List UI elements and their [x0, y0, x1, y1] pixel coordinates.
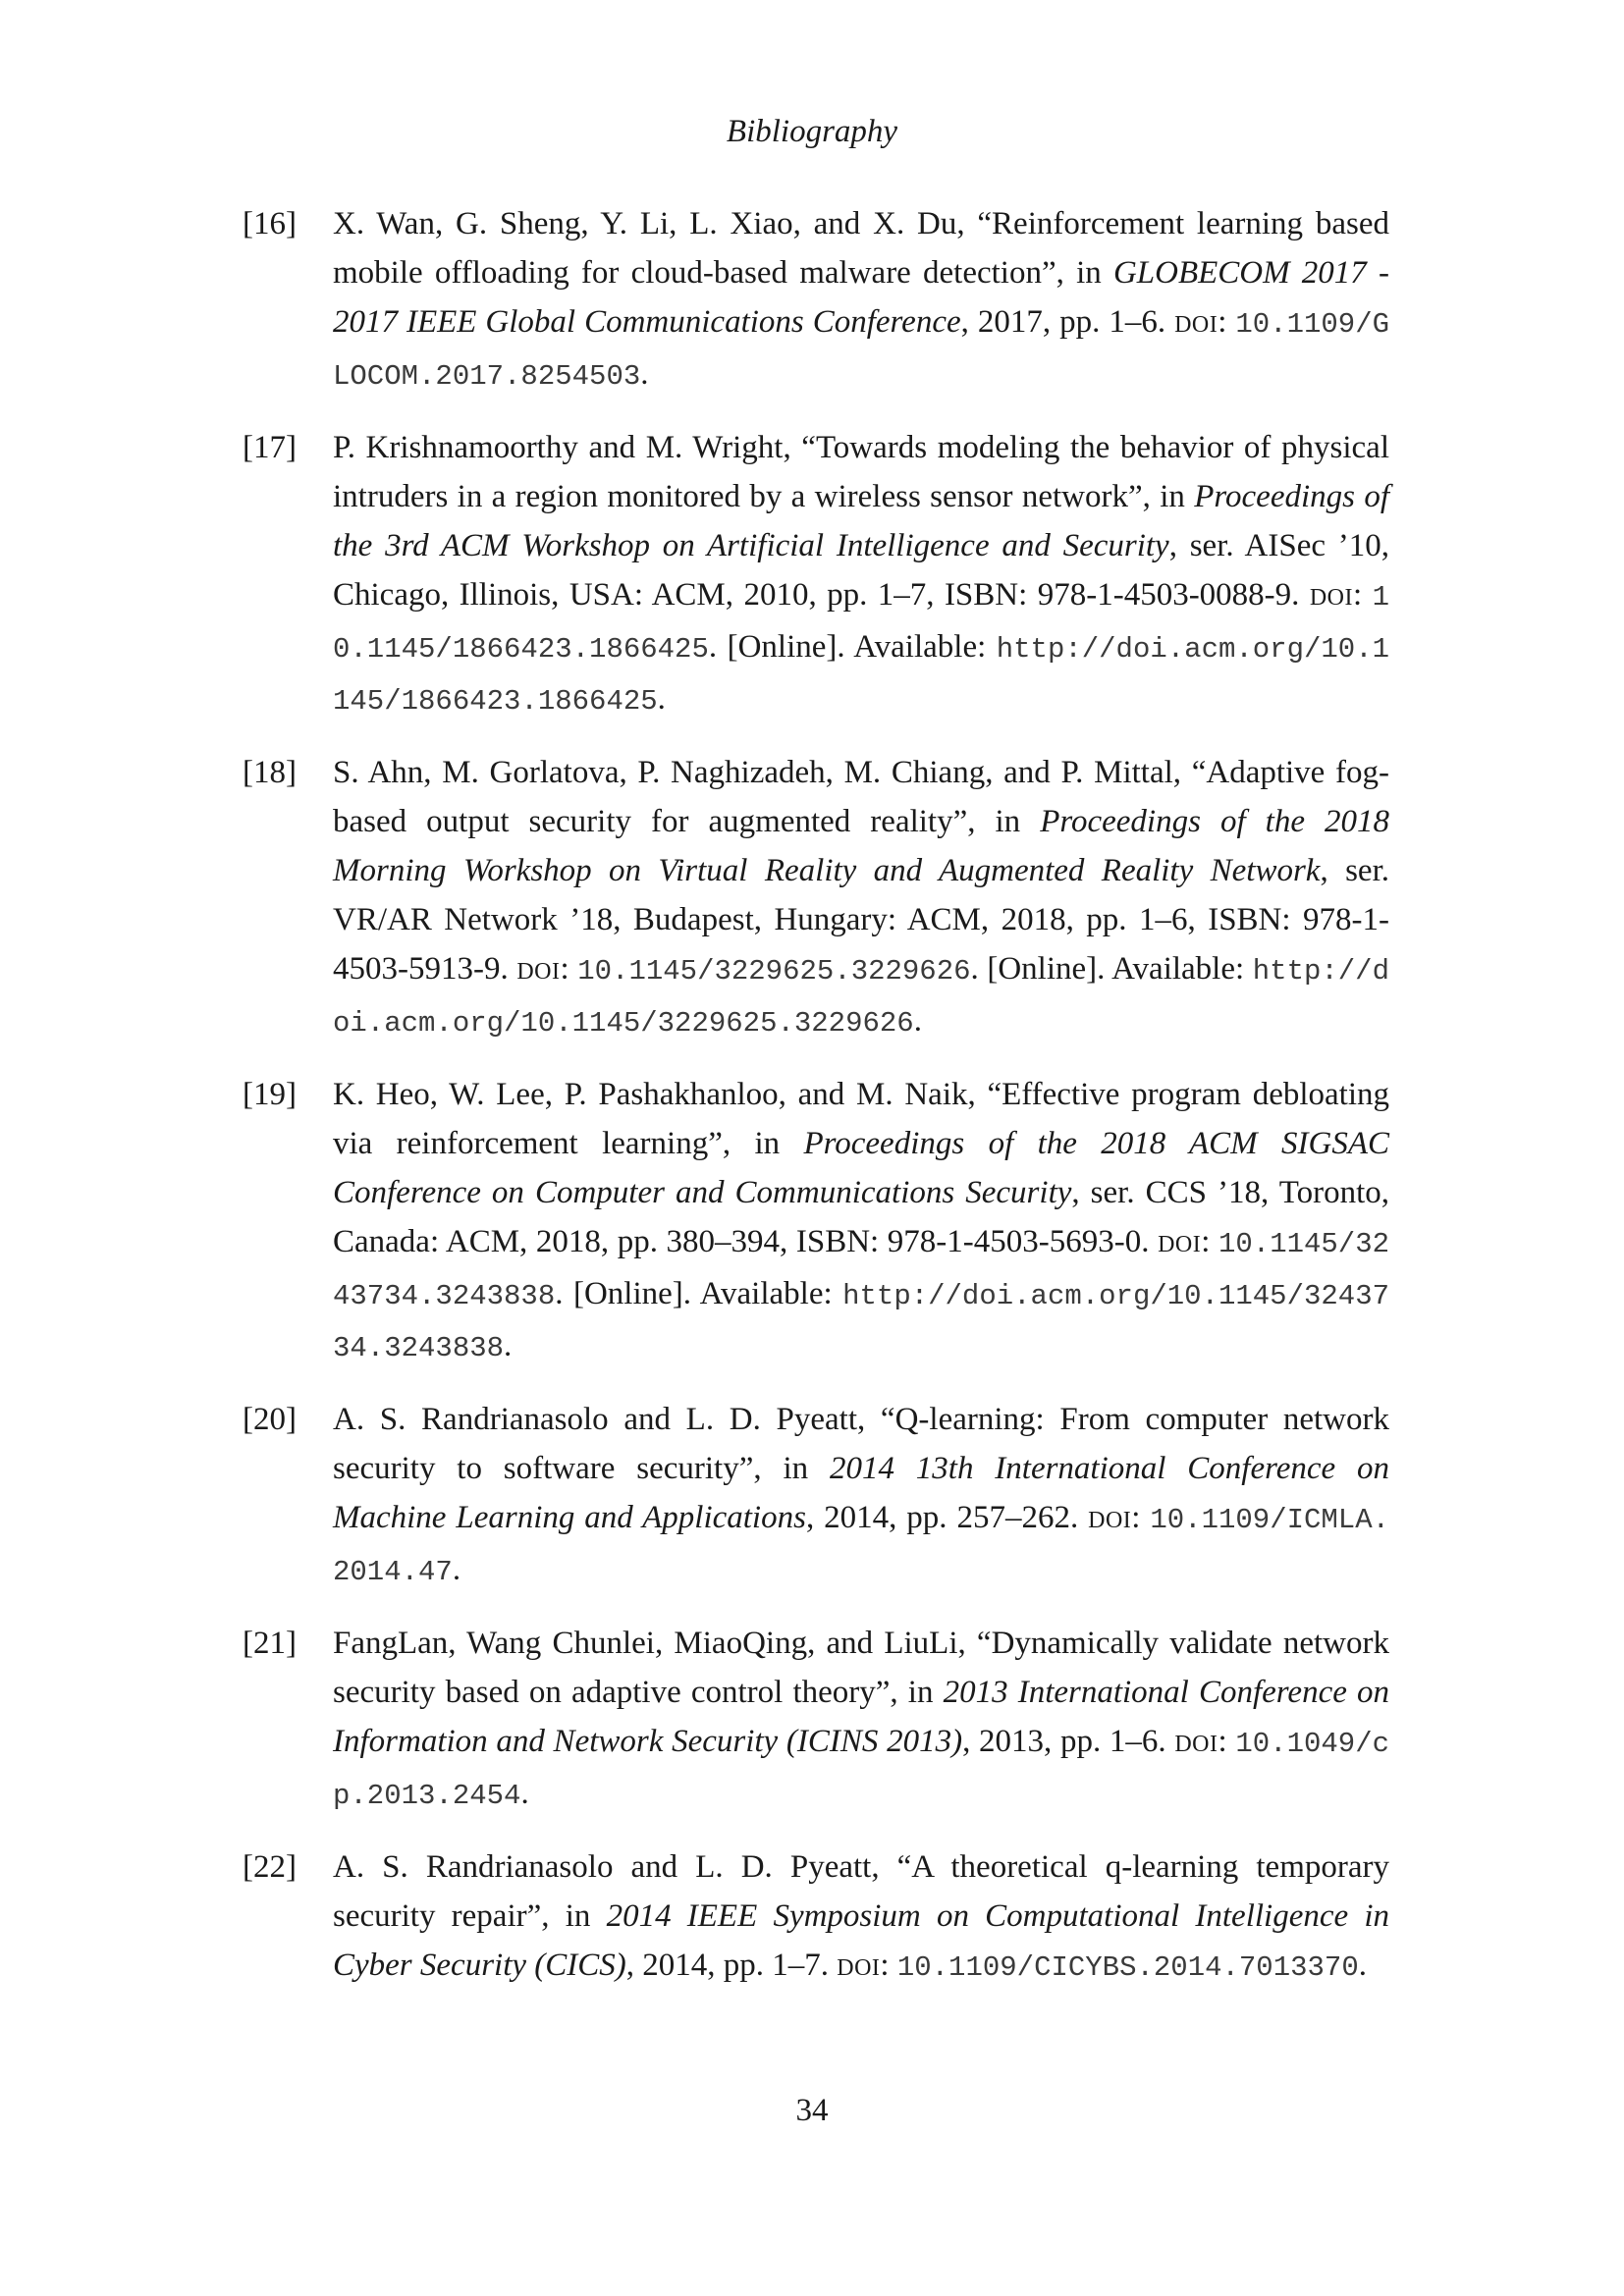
bib-authors-title: FangLan, Wang Chunlei, MiaoQing, and LiuLi, “Dynamically validate network security based on adaptive control theory”, in [333, 1626, 1389, 1710]
doi-link[interactable]: 10.1145/1866423.1866425 [333, 581, 1389, 666]
bib-end: . [913, 1003, 922, 1039]
bib-details: , 2014, pp. 1–7. [625, 1948, 838, 1983]
bib-end: . [520, 1776, 529, 1811]
bib-entry [243, 1395, 1389, 1597]
bib-details: , ser. AISec ’10, Chicago, Illinois, USA: ACM, 2010, pp. 1–7, ISBN: 978-1-4503-0088-9. [333, 528, 1390, 613]
bib-label: [22] [243, 1849, 297, 1885]
bib-venue: Proceedings of the 3rd ACM Workshop on Artificial Intelligence and Security [333, 479, 1389, 563]
doi-label: DOI [1174, 1732, 1218, 1757]
bib-text: A. S. Randrianasolo and L. D. Pyeatt, “Q-learning: From computer network security to software security”, in 2014 13th International Conference on Machine Learning and Applications, 2014, pp. 257–262. DOI: 10.1109/ICMLA.2014.47. [333, 1402, 1390, 1588]
bib-end: . [1358, 1948, 1367, 1983]
bib-authors-title: A. S. Randrianasolo and L. D. Pyeatt, “Q-learning: From computer network security to software security”, in [333, 1402, 1389, 1486]
bib-entry [243, 1619, 1389, 1821]
bib-online: . [Online]. Available: [708, 629, 997, 665]
bib-details: , 2014, pp. 257–262. [805, 1500, 1089, 1535]
bib-online: . [Online]. Available: [555, 1276, 843, 1311]
bib-label: [19] [243, 1077, 297, 1112]
doi-link[interactable]: 10.1109/CICYBS.2014.7013370 [896, 1951, 1359, 1984]
bib-entry [243, 748, 1389, 1048]
url-link[interactable]: http://doi.acm.org/10.1145/3229625.3229626 [333, 955, 1389, 1040]
url-link[interactable]: http://doi.acm.org/10.1145/1866423.1866425 [333, 633, 1389, 718]
doi-link[interactable]: 10.1109/GLOCOM.2017.8254503 [333, 308, 1390, 393]
bib-authors-title: P. Krishnamoorthy and M. Wright, “Towards modeling the behavior of physical intruders in a region monitored by a wireless sensor network”, in [333, 430, 1389, 514]
doi-label: DOI [1158, 1232, 1202, 1257]
bib-text: X. Wan, G. Sheng, Y. Li, L. Xiao, and X. Du, “Reinforcement learning based mobile offloading for cloud-based malware detection”, in GLOBECOM 2017 - 2017 IEEE Global Communications Conference, 2017, pp. 1–6. DOI: 10.1109/GLOCOM.2017.8254503. [333, 206, 1390, 393]
bib-text: A. S. Randrianasolo and L. D. Pyeatt, “A theoretical q-learning temporary security repair”, in 2014 IEEE Symposium on Computational Intelligence in Cyber Security (CICS), 2014, pp. 1–7. DOI: 10.1109/CICYBS.2014.7013370. [333, 1849, 1390, 1984]
running-head: Bibliography [726, 114, 898, 149]
doi-label: DOI [837, 1955, 881, 1981]
bib-venue: 2014 13th International Conference on Machine Learning and Applications [333, 1451, 1389, 1535]
page-number: 34 [795, 2093, 829, 2128]
bib-text: S. Ahn, M. Gorlatova, P. Naghizadeh, M. Chiang, and P. Mittal, “Adaptive fog-based output security for augmented reality”, in Proceedings of the 2018 Morning Workshop on Virtual Reality and Augmented Reality Network, ser. VR/AR Network ’18, Budapest, Hungary: ACM, 2018, pp. 1–6, ISBN: 978-1-4503-5913-9. DOI: 10.1145/3229625.3229626. [Online]. Available: http://doi.acm.org/10.1145/3229625.3229626. [333, 755, 1389, 1040]
bib-authors-title: X. Wan, G. Sheng, Y. Li, L. Xiao, and X. Du, “Reinforcement learning based mobile offloading for cloud-based malware detection”, in [333, 206, 1389, 291]
bib-venue: 2013 International Conference on Information and Network Security (ICINS 2013) [333, 1675, 1389, 1759]
bib-authors-title: S. Ahn, M. Gorlatova, P. Naghizadeh, M. Chiang, and P. Mittal, “Adaptive fog-based output security for augmented reality”, in [333, 755, 1389, 839]
bib-text: P. Krishnamoorthy and M. Wright, “Towards modeling the behavior of physical intruders in a region monitored by a wireless sensor network”, in Proceedings of the 3rd ACM Workshop on Artificial Intelligence and Security, ser. AISec ’10, Chicago, Illinois, USA: ACM, 2010, pp. 1–7, ISBN: 978-1-4503-0088-9. DOI: 10.1145/1866423.1866425. [Online]. Available: http://doi.acm.org/10.1145/1866423.1866425. [333, 430, 1390, 718]
bib-entry [243, 1842, 1389, 1993]
bib-text: K. Heo, W. Lee, P. Pashakhanloo, and M. Naik, “Effective program debloating via reinforcement learning”, in Proceedings of the 2018 ACM SIGSAC Conference on Computer and Communications Security, ser. CCS ’18, Toronto, Canada: ACM, 2018, pp. 380–394, ISBN: 978-1-4503-5693-0. DOI: 10.1145/3243734.3243838. [Online]. Available: http://doi.acm.org/10.1145/3243734.3243838. [333, 1077, 1390, 1364]
bib-venue: Proceedings of the 2018 Morning Workshop on Virtual Reality and Augmented Reality Network [333, 804, 1389, 888]
doi-label: DOI [1309, 585, 1353, 611]
bib-label: [20] [243, 1402, 297, 1437]
bib-details: , 2013, pp. 1–6. [962, 1724, 1175, 1759]
bib-entry [243, 1070, 1389, 1373]
bib-details: , ser. VR/AR Network ’18, Budapest, Hungary: ACM, 2018, pp. 1–6, ISBN: 978-1-4503-5913-9. [333, 853, 1389, 987]
bib-label: [17] [243, 430, 297, 465]
bib-authors-title: A. S. Randrianasolo and L. D. Pyeatt, “A theoretical q-learning temporary security repair”, in [333, 1849, 1389, 1934]
bib-venue: Proceedings of the 2018 ACM SIGSAC Conference on Computer and Communications Security [333, 1126, 1390, 1210]
bib-end: . [657, 681, 666, 717]
bib-details: , ser. CCS ’18, Toronto, Canada: ACM, 2018, pp. 380–394, ISBN: 978-1-4503-5693-0. [333, 1175, 1389, 1259]
doi-label: DOI [1174, 312, 1218, 338]
bibliography-list [243, 199, 1389, 2014]
doi-link[interactable]: 10.1145/3229625.3229626 [577, 955, 971, 988]
bib-label: [16] [243, 206, 297, 241]
bib-label: [21] [243, 1626, 297, 1661]
url-link[interactable]: http://doi.acm.org/10.1145/3243734.3243838 [333, 1280, 1389, 1364]
bib-online: . [Online]. Available: [970, 951, 1253, 987]
bib-end: . [640, 356, 649, 392]
doi-link[interactable]: 10.1049/cp.2013.2454 [333, 1728, 1390, 1812]
bib-label: [18] [243, 755, 297, 790]
bib-venue: GLOBECOM 2017 - 2017 IEEE Global Communications Conference [333, 255, 1389, 340]
bib-authors-title: K. Heo, W. Lee, P. Pashakhanloo, and M. Naik, “Effective program debloating via reinforcement learning”, in [333, 1077, 1389, 1161]
doi-label: DOI [1088, 1508, 1132, 1533]
bib-end: . [504, 1328, 513, 1363]
bib-end: . [452, 1552, 461, 1587]
bib-details: , 2017, pp. 1–6. [960, 304, 1175, 340]
doi-label: DOI [516, 959, 561, 985]
bib-venue: 2014 IEEE Symposium on Computational Intelligence in Cyber Security (CICS) [333, 1898, 1390, 1983]
bib-entry [243, 199, 1389, 401]
doi-link[interactable]: 10.1109/ICMLA.2014.47 [333, 1504, 1390, 1588]
doi-link[interactable]: 10.1145/3243734.3243838 [333, 1228, 1390, 1312]
bib-text: FangLan, Wang Chunlei, MiaoQing, and LiuLi, “Dynamically validate network security based on adaptive control theory”, in 2013 International Conference on Information and Network Security (ICINS 2013), 2013, pp. 1–6. DOI: 10.1049/cp.2013.2454. [333, 1626, 1390, 1812]
bib-entry [243, 423, 1389, 726]
